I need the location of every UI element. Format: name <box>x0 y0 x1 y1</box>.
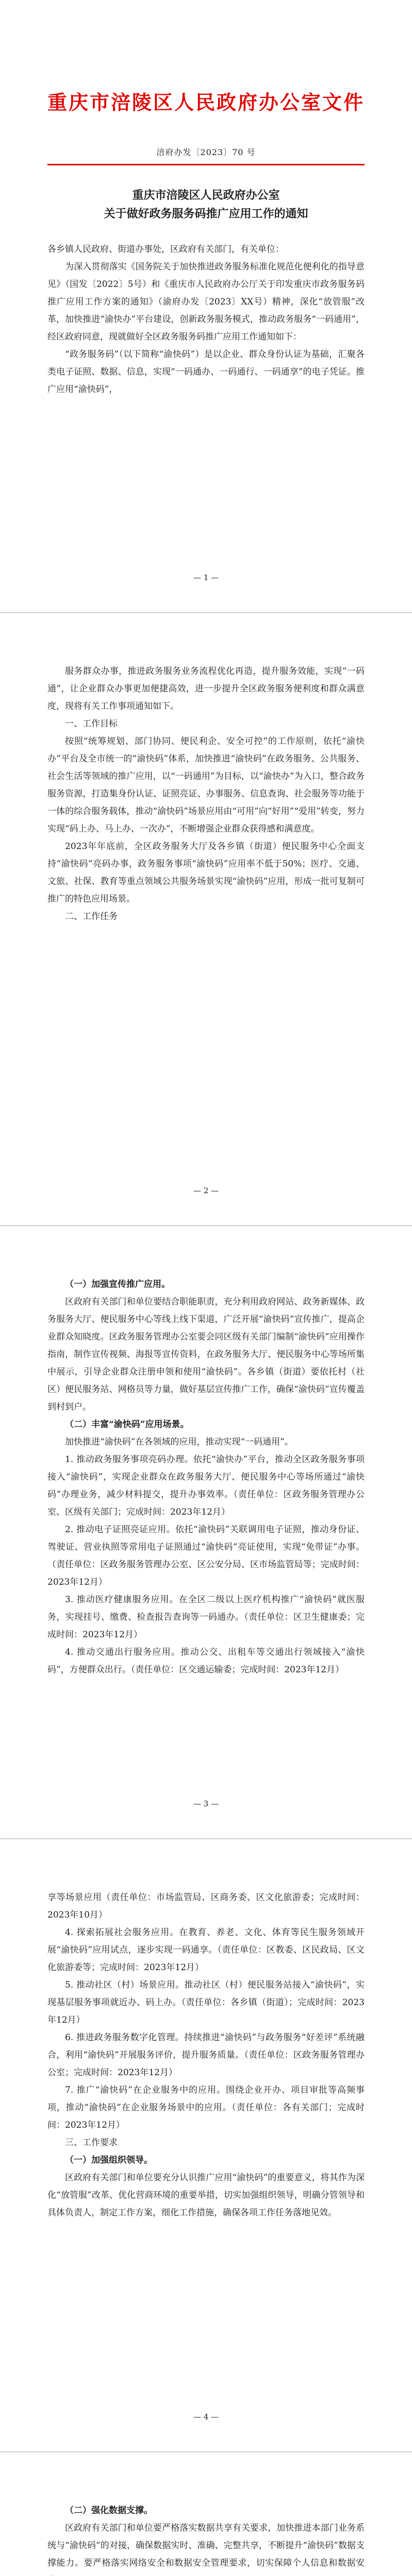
document-number: 涪府办发〔2023〕70 号 <box>156 147 256 157</box>
document-page-5 <box>0 2452 412 2576</box>
task-item: 6. 推进政务服务数字化管理。持续推进“渝快码”与政务服务“好差评”系统融合，利用“渝快码”开展服务评价，提升服务质量。（责任单位：区政务服务管理办公室；完成时间：2023年12月） <box>47 2032 365 2078</box>
red-divider-line <box>47 164 365 165</box>
page-5-body <box>0 2502 412 2576</box>
subsection-heading: （二）强化数据支撑。 <box>65 2505 153 2516</box>
section-heading: 一、工作目标 <box>65 719 118 729</box>
page-1-body <box>0 241 412 398</box>
task-item: 4. 探索拓展社会服务应用。在教育、养老、文化、体育等民生服务领域开展“渝快码”应用试点，逐步实现一码通享。（责任单位：区教委、区民政局、区文化旅游委等；完成时间：2023年12月） <box>47 1927 365 1973</box>
body-paragraph: 按照“统筹规划、部门协同、便民利企、安全可控”的工作原则，依托“渝快办”平台及全市统一的“渝快码”体系，加快推进“渝快码”在政务服务、公共服务、社会生活等领域的推广应用，以“一码通用”为目标，以“渝快办”为入口，整合政务服务资源，打造集身份认证、证照亮证、办事服务、信息查询、社会服务等功能于一体的综合服务载体，推动“渝快码”场景应用由“可用”向“好用”“爱用”转变，努力实现“码上办、马上办、一次办”，不断增强企业群众获得感和满意度。 <box>47 736 365 834</box>
page-3-body <box>0 1276 412 1679</box>
body-paragraph: 加快推进“渝快码”在各领域的应用，推动实现“一码通用”。 <box>65 1437 293 1447</box>
body-paragraph: 区政府有关部门和单位要严格落实数据共享有关要求，加快推进本部门业务系统与“渝快码”的对接，确保数据实时、准确、完整共享，不断提升“渝快码”数据支撑能力。要严格落实网络安全和数据安全管理要求，切实保障个人信息和数据安 <box>47 2523 365 2568</box>
section-heading: 二、工作任务 <box>65 911 118 922</box>
body-paragraph: 2023年年底前，全区政务服务大厅及各乡镇（街道）便民服务中心全面支持“渝快码”亮码办事，政务服务事项“渝快码”应用率不低于50%；医疗、交通、文旅、社保、教育等重点领域公共服务场景实现“渝快码”应用，形成一批可复制可推广的特色应用场景。 <box>47 841 365 904</box>
page-number: — 4 — <box>193 2412 219 2421</box>
subsection-heading: （一）加强宣传推广应用。 <box>65 1279 170 1290</box>
issuing-org-title: 重庆市涪陵区人民政府办公室文件 <box>47 91 365 114</box>
task-item: 1. 推动政务服务事项亮码办理。依托“渝快办”平台，推动全区政务服务事项接入“渝快码”，实现企业群众在政务服务大厅、便民服务中心等场所通过“渝快码”办理业务，减少材料提交，提升办事效率。（责任单位：区政务服务管理办公室、区级有关部门；完成时间：2023年12月） <box>47 1454 365 1517</box>
document-page-1 <box>0 0 412 613</box>
document-page-4 <box>0 1839 412 2452</box>
task-item: 3. 推动医疗健康服务应用。在全区二级以上医疗机构推广“渝快码”就医服务，实现挂号、缴费、检查报告查询等一码通办。（责任单位：区卫生健康委；完成时间：2023年12月） <box>47 1595 365 1640</box>
title-line-2: 关于做好政务服务码推广应用工作的通知 <box>104 207 308 221</box>
body-paragraph: 为深入贯彻落实《国务院关于加快推进政务服务标准化规范化便利化的指导意见》（国发〔2022〕5号）和《重庆市人民政府办公厅关于印发重庆市政务服务码推广应用工作方案的通知》（渝府办发〔2023〕XX号）精神，深化“放管服”改革，加快推进“渝快办”平台建设，创新政务服务模式，推动政务服务“一码通用”，经区政府同意，现就做好全区政务服务码推广应用工作通知如下： <box>47 262 365 342</box>
task-item: 5. 推动社区（村）场景应用。推动社区（村）便民服务站接入“渝快码”，实现基层服务事项就近办、码上办。（责任单位：各乡镇（街道）；完成时间：2023年12月） <box>47 1980 365 2025</box>
document-page-3 <box>0 1226 412 1839</box>
page-2-body <box>0 663 412 925</box>
task-item: 7. 推广“渝快码”在企业服务中的应用。围绕企业开办、项目审批等高频事项，推动“渝快码”在企业服务场景中的应用。（责任单位：各有关部门；完成时间：2023年12月） <box>47 2085 365 2130</box>
body-paragraph: 服务群众办事，推进政务服务业务流程优化再造，提升服务效能，实现“一码通”，让企业群众办事更加便捷高效，进一步提升全区政务服务便利度和群众满意度，现将有关工作事项通知如下。 <box>47 666 365 711</box>
subsection-heading: （一）加强组织领导。 <box>65 2155 153 2165</box>
addressee: 各乡镇人民政府、街道办事处，区政府有关部门，有关单位： <box>47 244 284 255</box>
task-item: 2. 推动电子证照亮证应用。依托“渝快码”关联调用电子证照，推动身份证、驾驶证、营业执照等常用电子证照通过“渝快码”亮证使用，实现“免带证”办事。（责任单位：区政务服务管理办公室、区公安分局、区市场监管局等；完成时间：2023年12月） <box>47 1524 365 1587</box>
title-line-1: 重庆市涪陵区人民政府办公室 <box>132 189 280 202</box>
page-number: — 3 — <box>193 1799 219 1808</box>
task-item: 4. 推动交通出行服务应用。推动公交、出租车等交通出行领域接入“渝快码”，方便群众出行。（责任单位：区交通运输委；完成时间：2023年12月） <box>47 1647 365 1675</box>
body-paragraph: 享等场景应用（责任单位：市场监管局、区商务委、区文化旅游委；完成时间：2023年10月） <box>47 1892 365 1920</box>
section-heading: 三、工作要求 <box>65 2138 118 2148</box>
page-4-body <box>0 1889 412 2222</box>
document-page-2 <box>0 613 412 1226</box>
body-paragraph: “政务服务码”（以下简称“渝快码”）是以企业、群众身份认证为基础，汇聚各类电子证照、数据、信息，实现“一码通办、一码通行、一码通享”的电子凭证。推广应用“渝快码”， <box>47 349 365 395</box>
body-paragraph: 区政府有关部门和单位要结合职能职责，充分利用政府网站、政务新媒体、政务服务大厅、便民服务中心等线上线下渠道，广泛开展“渝快码”宣传推广，提高企业群众知晓度。区政务服务管理办公室要会同区级有关部门编制“渝快码”应用操作指南，制作宣传视频、海报等宣传资料，在政务服务大厅、便民服务中心等场所集中展示，引导企业群众注册申领和使用“渝快码”。各乡镇（街道）要依托村（社区）便民服务站、网格员等力量，做好基层宣传推广工作，确保“渝快码”宣传覆盖到村到户。 <box>47 1297 365 1412</box>
page-number: — 1 — <box>193 573 219 582</box>
subsection-heading: （二）丰富“渝快码”应用场景。 <box>65 1419 189 1430</box>
body-paragraph: 区政府有关部门和单位要充分认识推广应用“渝快码”的重要意义，将其作为深化“放管服”改革、优化营商环境的重要举措，切实加强组织领导，明确分管领导和具体负责人，制定工作方案，细化工作措施，确保各项工作任务落地见效。 <box>47 2173 365 2218</box>
document-title <box>0 186 412 223</box>
page-number: — 2 — <box>193 1186 219 1195</box>
